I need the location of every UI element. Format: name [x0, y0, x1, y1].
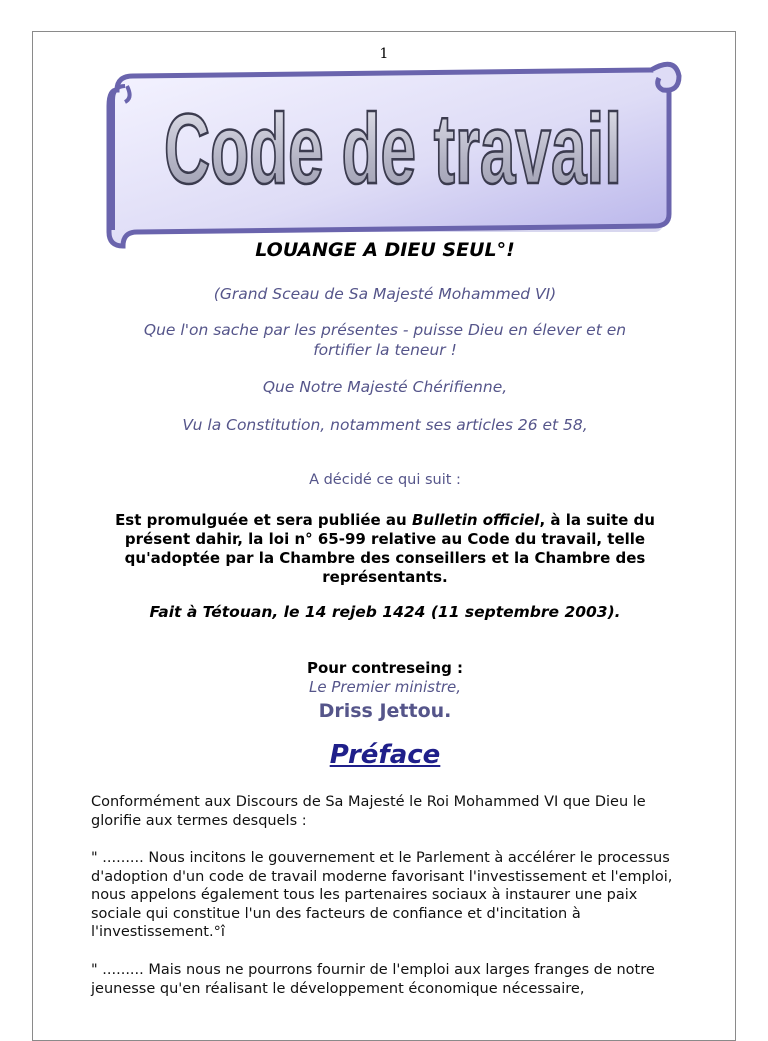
fait-a-tetouan: Fait à Tétouan, le 14 rejeb 1424 (11 septembre 2003). [149, 603, 621, 621]
premier-ministre: Le Premier ministre, [308, 678, 462, 696]
proclamation-line: fortifier la teneur ! [313, 341, 457, 359]
preface-title: Préface [329, 740, 441, 770]
bulletin-officiel: Bulletin officiel [411, 511, 540, 529]
title-banner [103, 46, 679, 246]
seal-line: (Grand Sceau de Sa Majesté Mohammed VI) [213, 285, 557, 303]
promulgation-text [93, 511, 677, 587]
promulgation-after: , à la suite du présent dahir, la loi n° 65-99 relative au Code du travail, telle qu'adoptée par la Chambre des conseillers et la Chambre des représentants. [124, 511, 655, 586]
preface-paragraph: " ......... Nous incitons le gouvernement et le Parlement à accélérer le processus d'adoption d'un code de travail moderne favorisant l'investissement et l'emploi, nous appelons également tous les partenaires sociaux à instaurer une paix sociale qui constitue l'un des facteurs de confiance et d'incitation à l'investissement.°î [91, 850, 673, 940]
signatory-name: Driss Jettou. [318, 700, 452, 722]
majeste-line: Que Notre Majesté Chérifienne, [262, 378, 508, 396]
proclamation-line: Que l'on sache par les présentes - puisse Dieu en élever et en [143, 321, 627, 339]
main-heading: LOUANGE A DIEU SEUL°! [255, 239, 515, 261]
constitution-line: Vu la Constitution, notamment ses articles 26 et 58, [182, 416, 588, 434]
banner-title: Code de travail [164, 94, 623, 205]
decision-line: A décidé ce qui suit : [309, 472, 461, 488]
preface-paragraph: " ......... Mais nous ne pourrons fournir de l'emploi aux larges franges de notre jeunesse qu'en réalisant le développement économique nécessaire, [91, 962, 655, 997]
promulgation-before: Est promulguée et sera publiée au [115, 511, 412, 529]
contreseing-label: Pour contreseing : [306, 659, 464, 677]
page-number: 1 [379, 46, 389, 62]
scroll-banner-graphic [103, 46, 679, 246]
document-page [32, 31, 736, 1041]
proclamation-text [103, 320, 667, 360]
preface-paragraph: Conformément aux Discours de Sa Majesté le Roi Mohammed VI que Dieu le glorifie aux termes desquels : [91, 794, 646, 829]
